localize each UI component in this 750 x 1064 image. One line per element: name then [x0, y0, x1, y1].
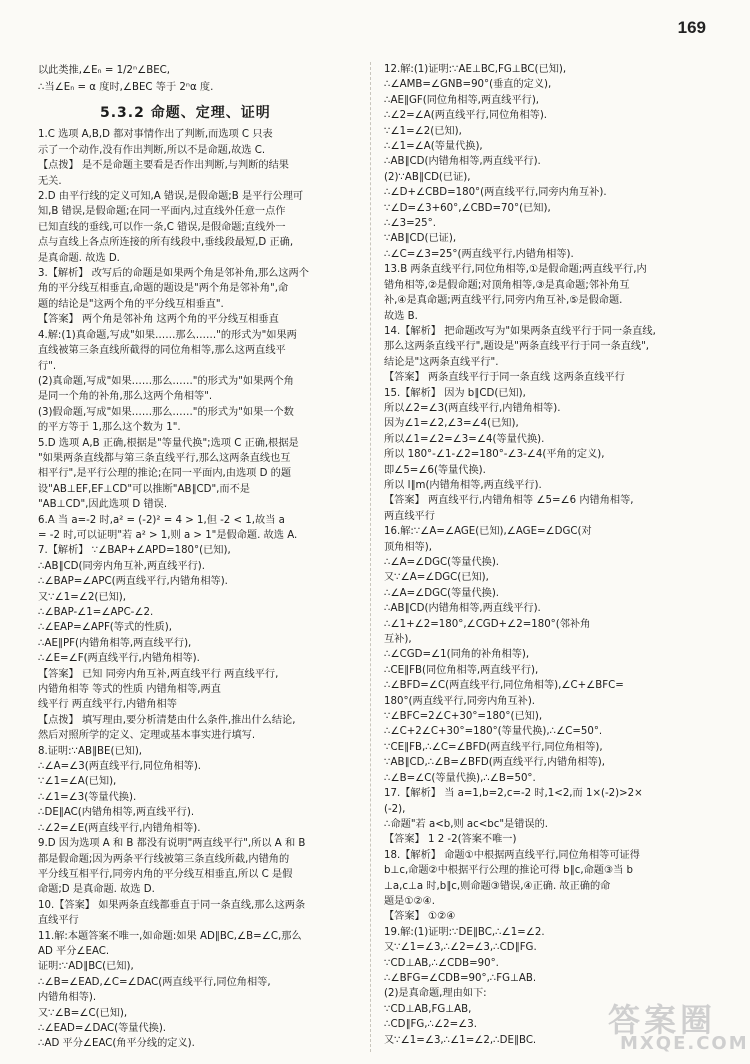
text-line: 12.解:(1)证明:∵AE⊥BC,FG⊥BC(已知),	[384, 64, 567, 75]
text-line: 又∵∠1=∠3,∴∠2=∠3,∴CD∥FG.	[384, 942, 537, 954]
text-line: 5.D 选项 A,B 正确,根据是"等量代换";选项 C 正确,根据是	[38, 437, 299, 449]
text-line: 都是假命题;因为两条平行线被第三条直线所截,内错角的	[38, 853, 290, 865]
text-line: 【答案】 ①②④	[384, 911, 456, 923]
text-line: ∴∠BFG=∠CDB=90°,∴FG⊥AB.	[384, 972, 537, 984]
text-line: 【答案】 两条直线平行于同一条直线 这两条直线平行	[384, 372, 625, 384]
text-line: 线平行 两直线平行,内错角相等	[38, 699, 177, 711]
text-line: 17.【解析】 当 a=1,b=2,c=-2 时,1<2,而 1×(-2)>2×	[384, 788, 643, 800]
right-column	[384, 62, 710, 1052]
text-line: ∴∠C=∠3=25°(两直线平行,内错角相等).	[384, 248, 574, 260]
column-divider	[370, 62, 371, 1052]
text-line: 【点拨】 填写理由,要分析清楚由什么条件,推出什么结论,	[38, 714, 296, 726]
text-line: 直线平行	[38, 915, 79, 927]
text-line: 角的平分线互相垂直,命题的题设是"两个角是邻补角",命	[38, 283, 289, 295]
text-line: 的平方等于 1,那么这个数为 1".	[38, 422, 181, 434]
text-line: 4.解:(1)真命题,写成"如果……那么……"的形式为"如果两	[38, 329, 297, 341]
text-line: 补,④是真命题;两直线平行,同旁内角互补,⑤是假命题.	[384, 295, 623, 307]
text-line: ∴∠CGD=∠1(同角的补角相等),	[384, 649, 530, 661]
text-line: ∴∠EAP=∠APF(等式的性质),	[38, 622, 172, 634]
text-line: ∵CD⊥AB,∴∠CDB=90°.	[384, 957, 499, 969]
text-line: 顶角相等),	[384, 541, 432, 553]
text-line: 示了一个动作,没有作出判断,所以不是命题,故选 C.	[38, 144, 266, 156]
text-line: ∴∠BFD=∠C(两直线平行,同位角相等),∠C+∠BFC=	[384, 680, 624, 692]
text-line: 知,B 错误,是假命题;在同一平面内,过直线外任意一点作	[38, 206, 286, 218]
text-line: ∴AD 平分∠EAC(角平分线的定义).	[38, 1038, 195, 1050]
text-line: 【答案】 两直线平行,内错角相等 ∠5=∠6 内错角相等,	[384, 495, 634, 507]
text-line: ∴∠1=∠3(等量代换).	[38, 791, 137, 803]
text-line: 互补),	[384, 634, 412, 646]
text-line: 直线被第三条直线所截得的同位角相等,那么这两直线平	[38, 345, 286, 357]
text-line: 相平行",是平行公理的推论;在同一平面内,由选项 D 的题	[38, 468, 292, 480]
page-number: 169	[677, 18, 706, 37]
text-line: 设"AB⊥EF,EF⊥CD"可以推断"AB∥CD",而不是	[38, 483, 250, 495]
text-line: ∵AB∥CD(已证),	[384, 233, 457, 245]
text-line: ∵AB∥CD,∴∠B=∠BFD(两直线平行,内错角相等),	[384, 757, 605, 769]
text-line: 180°(两直线平行,同旁内角互补).	[384, 695, 536, 707]
text-line: ∵∠BFC=2∠C+30°=180°(已知),	[384, 711, 543, 723]
text-line: 是真命题. 故选 D.	[38, 252, 120, 264]
text-line: ∴AB∥CD(内错角相等,两直线平行).	[384, 603, 541, 615]
text-line: ∴命题"若 a<b,则 ac<bc"是错误的.	[384, 818, 548, 830]
text-line: 以此类推,∠Eₙ = 1/2ⁿ∠BEC,	[38, 65, 170, 76]
text-line: 8.证明:∵AB∥BE(已知),	[38, 745, 143, 757]
text-line: 无关.	[38, 175, 62, 187]
text-line: (-2),	[384, 803, 406, 815]
text-line: ∵∠1=∠2(已知),	[384, 125, 462, 137]
text-line: 平分线互相平行,同旁内角的平分线互相垂直,所以 C 是假	[38, 868, 293, 880]
text-line: 错角相等,②是假命题;对顶角相等,③是真命题;邻补角互	[384, 279, 630, 291]
text-line: 【答案】 1 2 -2(答案不唯一)	[384, 834, 517, 846]
text-line: 又∵∠B=∠C(已知),	[38, 1007, 128, 1019]
text-line: ∵∠1=∠A(已知),	[38, 776, 117, 788]
text-line: 故选 B.	[384, 310, 418, 322]
text-line: b⊥c,命题②中根据平行公理的推论可得 b∥c,命题③当 b	[384, 865, 633, 877]
text-line: 18.【解析】 命题①中根据两直线平行,同位角相等可证得	[384, 849, 640, 861]
text-line: 题是①②④.	[384, 895, 436, 907]
text-line: 6.A 当 a=-2 时,a² = (-2)² = 4 > 1,但 -2 < 1,故当 a	[38, 514, 285, 526]
text-line: 10.【答案】 如果两条直线都垂直于同一条直线,那么这两条	[38, 899, 306, 911]
text-line: ∴∠EAD=∠DAC(等量代换).	[38, 1022, 167, 1034]
section-title: 5.3.2 命题、定理、证明	[100, 105, 271, 121]
text-line: 1.C 选项 A,B,D 都对事情作出了判断,而选项 C 只表	[38, 129, 273, 141]
text-line: (2)∵AB∥CD(已证),	[384, 171, 471, 183]
text-line: 那么这两条直线平行",题设是"两条直线平行于同一条直线",	[384, 341, 650, 353]
text-line: (2)真命题,写成"如果……那么……"的形式为"如果两个角	[38, 375, 294, 387]
text-line: ∴∠A=∠DGC(等量代换).	[384, 557, 500, 568]
text-line: 行".	[38, 360, 57, 372]
text-line: 15.【解析】 因为 b∥CD(已知),	[384, 387, 526, 399]
text-line: 2.D 由平行线的定义可知,A 错误,是假命题;B 是平行公理可	[38, 191, 304, 203]
text-line: 所以 l∥m(内错角相等,两直线平行).	[384, 479, 542, 491]
text-line: ∴∠BAP=∠APC(两直线平行,内错角相等).	[38, 576, 228, 588]
text-line: 已知直线的垂线,可以作一条,C 错误,是假命题;直线外一	[38, 221, 286, 233]
text-line: ∴CD∥FG,∴∠2=∠3.	[384, 1019, 478, 1031]
text-line: 命题;D 是真命题. 故选 D.	[38, 884, 155, 896]
text-line: 7.【解析】 ∵∠BAP+∠APD=180°(已知),	[38, 545, 231, 557]
text-line: 结论是"这两条直线平行".	[384, 356, 499, 368]
text-line: ∴∠AMB=∠GNB=90°(垂直的定义),	[384, 79, 552, 91]
text-line: ∴∠E=∠F(两直线平行,内错角相等).	[38, 653, 200, 665]
text-line: ∴∠C+2∠C+30°=180°(等量代换),∴∠C=50°.	[384, 726, 603, 738]
text-line: ∴∠1+∠2=180°,∠CGD+∠2=180°(邻补角	[384, 618, 591, 630]
text-line: = -2 时,可以证明"若 a² > 1,则 a > 1"是假命题. 故选 A.	[38, 529, 298, 541]
text-line: (3)假命题,写成"如果……那么……"的形式为"如果一个数	[38, 406, 294, 418]
text-line: 内错角相等 等式的性质 内错角相等,两直	[38, 684, 221, 696]
text-line: 所以∠1=∠2=∠3=∠4(等量代换).	[384, 433, 545, 445]
text-line: 又∵∠1=∠2(已知),	[38, 591, 126, 603]
text-line: 又∵∠A=∠DGC(已知),	[384, 572, 489, 584]
text-line: ∴AB∥CD(同旁内角互补,两直线平行).	[38, 560, 205, 572]
text-line: 13.B 两条直线平行,同位角相等,①是假命题;两直线平行,内	[384, 264, 647, 276]
text-line: ∵∠D=∠3+60°,∠CBD=70°(已知),	[384, 202, 551, 214]
text-line: 是同一个角的补角,那么这两个角相等".	[38, 391, 213, 403]
text-line: 16.解:∵∠A=∠AGE(已知),∠AGE=∠DGC(对	[384, 526, 592, 538]
text-line: 所以 180°-∠1-∠2=180°-∠3-∠4(平角的定义),	[384, 449, 605, 461]
text-line: 又∵∠1=∠3,∴∠1=∠2,∴DE∥BC.	[384, 1034, 537, 1046]
text-line: 两直线平行	[384, 510, 435, 522]
text-line: ∴∠B=∠EAD,∠C=∠DAC(两直线平行,同位角相等,	[38, 976, 271, 988]
text-line: ∴AE∥PF(内错角相等,两直线平行),	[38, 637, 192, 649]
text-line: ∴当∠Eₙ = α 度时,∠BEC 等于 2ⁿα 度.	[38, 82, 214, 93]
text-line: ∵CE∥FB,∴∠C=∠BFD(两直线平行,同位角相等),	[384, 741, 603, 753]
text-line: ∴∠2=∠A(两直线平行,同位角相等).	[384, 110, 548, 122]
text-line: 14.【解析】 把命题改写为"如果两条直线平行于同一条直线,	[384, 325, 656, 337]
text-line: 点与直线上各点所连接的所有线段中,垂线段最短,D 正确,	[38, 237, 294, 249]
text-line: "如果两条直线都与第三条直线平行,那么这两条直线也互	[38, 452, 291, 464]
text-line: 内错角相等).	[38, 992, 97, 1004]
text-line: ∴AB∥CD(内错角相等,两直线平行).	[384, 156, 541, 168]
text-line: ⊥a,c⊥a 时,b∥c,则命题③错误,④正确. 故正确的命	[384, 880, 611, 892]
text-line: 然后对照所学的定义、定理或基本事实进行填写.	[38, 730, 256, 742]
text-line: 即∠5=∠6(等量代换).	[384, 464, 486, 476]
text-line: ∴∠D+∠CBD=180°(两直线平行,同旁内角互补).	[384, 187, 607, 199]
text-line: "AB⊥CD",因此选项 D 错误.	[38, 499, 168, 511]
text-line: AD 平分∠EAC.	[38, 945, 110, 957]
text-line: 【点拨】 是不是命题主要看是否作出判断,与判断的结果	[38, 160, 289, 172]
text-line: ∴∠BAP-∠1=∠APC-∠2.	[38, 607, 154, 618]
text-line: ∵CD⊥AB,FG⊥AB,	[384, 1003, 472, 1015]
text-line: ∴∠3=25°.	[384, 218, 436, 230]
text-line: ∴DE∥AC(内错角相等,两直线平行).	[38, 807, 195, 819]
text-line: 3.【解析】 改写后的命题是如果两个角是邻补角,那么这两个	[38, 268, 309, 280]
text-line: 证明:∵AD∥BC(已知),	[38, 961, 134, 973]
text-line: 19.解:(1)证明:∵DE∥BC,∴∠1=∠2.	[384, 926, 545, 938]
watermark-text: 答案圈	[608, 1001, 717, 1039]
text-line: ∴∠1=∠A(等量代换),	[384, 141, 483, 153]
left-column	[38, 62, 356, 1052]
text-line: 所以∠2=∠3(两直线平行,内错角相等).	[384, 402, 561, 414]
text-line: 题的结论是"这两个角的平分线互相垂直".	[38, 298, 224, 310]
text-line: ∴AE∥GF(同位角相等,两直线平行),	[384, 94, 540, 106]
text-line: ∴∠2=∠E(两直线平行,内错角相等).	[38, 822, 201, 834]
text-line: ∴CE∥FB(同位角相等,两直线平行),	[384, 664, 539, 676]
text-line: (2)是真命题,理由如下:	[384, 988, 487, 1000]
text-line: 11.解:本题答案不唯一,如命题:如果 AD∥BC,∠B=∠C,那么	[38, 930, 302, 942]
text-line: ∴∠B=∠C(等量代换),∴∠B=50°.	[384, 772, 536, 784]
watermark-logo	[590, 995, 749, 1057]
text-line: ∴∠A=∠DGC(等量代换).	[384, 587, 500, 599]
text-line: ∴∠A=∠3(两直线平行,同位角相等).	[38, 761, 202, 773]
text-line: 因为∠1=∠2,∠3=∠4(已知),	[384, 418, 519, 430]
text-line: 【答案】 两个角是邻补角 这两个角的平分线互相垂直	[38, 314, 279, 326]
text-line: 9.D 因为选项 A 和 B 都没有说明"两直线平行",所以 A 和 B	[38, 838, 306, 850]
watermark-url: MXQE.COM	[620, 1033, 749, 1054]
text-line: 【答案】 已知 同旁内角互补,两直线平行 两直线平行,	[38, 668, 279, 680]
